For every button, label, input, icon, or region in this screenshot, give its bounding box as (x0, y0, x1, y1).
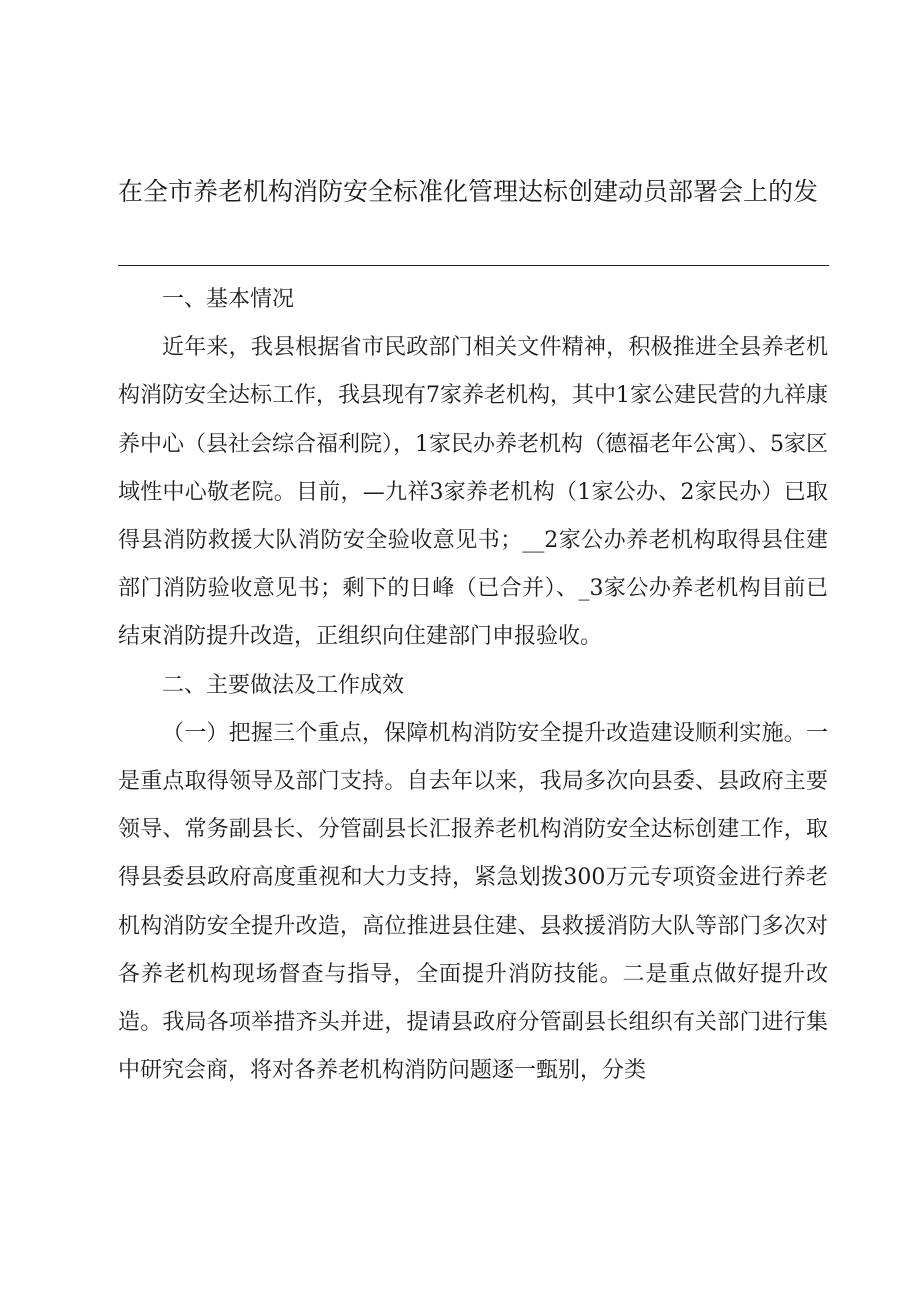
title-divider (118, 265, 829, 266)
section-heading-basic-situation: 一、基本情况 (162, 287, 295, 312)
section-heading-main-practices: 二、主要做法及工作成效 (162, 672, 405, 698)
paragraph-main-practices: （一）把握三个重点，保障机构消防安全提升改造建设顺利实施。一是重点取得领导及部门支持。自去年以来，我局多次向县委、县政府主要领导、常务副县长、分管副县长汇报养老机构消防安全达标创建工作，取得县委县政府高度重视和大力支持，紧急划拨300万元专项资金进行养老机构消防安全提升改造，高位推进县住建、县救援消防大队等部门多次对各养老机构现场督查与指导，全面提升消防技能。二是重点做好提升改造。我局各项举措齐头并进，提请县政府分管副县长组织有关部门进行集中研究会商，将对各养老机构消防问题逐一甄别，分类 (118, 720, 828, 1084)
document-title: 在全市养老机构消防安全标准化管理达标创建动员部署会上的发 (118, 177, 819, 206)
paragraph-basic-situation: 近年来，我县根据省市民政部门相关文件精神，积极推进全县养老机构消防安全达标工作，我县现有7家养老机构，其中1家公建民营的九祥康养中心（县社会综合福利院），1家民办养老机构（德福老年公寓）、5家区域性中心敬老院。目前，—九祥3家养老机构（1家公办、2家民办）已取得县消防救援大队消防安全验收意见书；__2家公办养老机构取得县住建部门消防验收意见书；剩下的日峰（已合并）、_3家公办养老机构目前已结束消防提升改造，正组织向住建部门申报验收。 (118, 335, 828, 650)
document-body (118, 276, 828, 1095)
